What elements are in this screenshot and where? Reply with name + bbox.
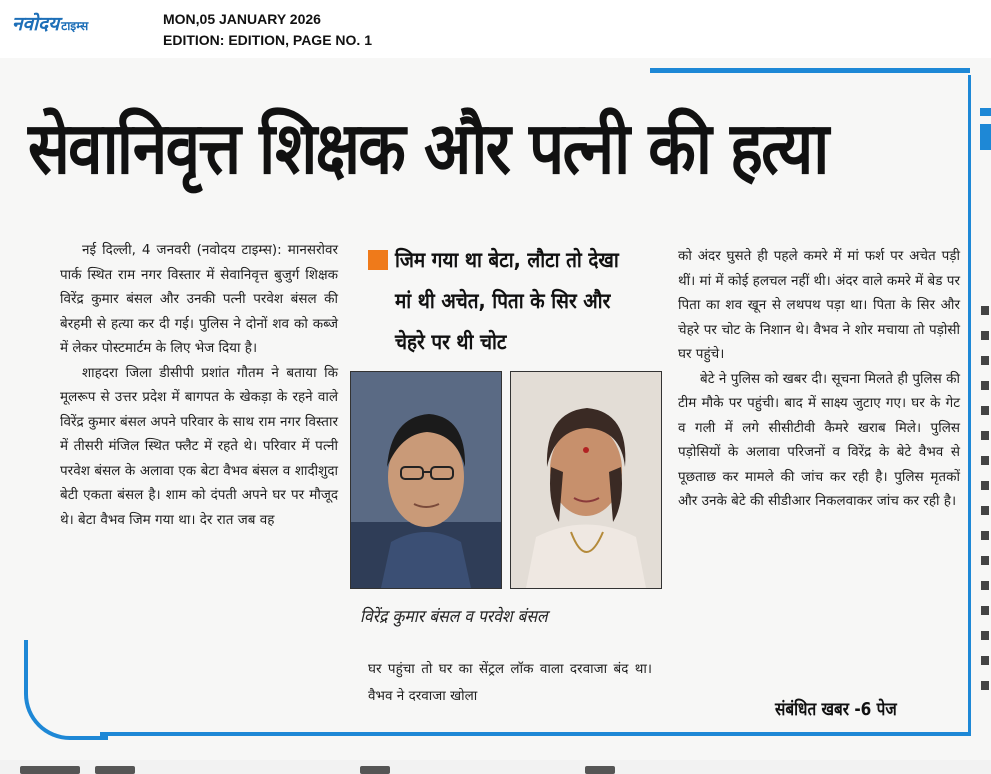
victim-photo-man xyxy=(350,371,502,589)
article-paragraph: शाहदरा जिला डीसीपी प्रशांत गौतम ने बताया कि मूलरूप से उत्तर प्रदेश में बागपत के खेकड़ा के रहने वाले विरेंद्र कुमार बंसल अपने परिवार के साथ राम नगर विस्तार में तीसरी मंजिल स्थित फ्लैट में रहते थे। परिवार में पत्नी परवेश बंसल के अलावा एक बेटा वैभव बंसल व शादीशुदा बेटी एकता बंसल है। शाम को दंपती अपने घर पर मौजूद थे। बेटा वैभव जिम गया था। देर रात जब वह xyxy=(60,364,338,528)
edition-info xyxy=(163,9,372,51)
article-paragraph: को अंदर घुसते ही पहले कमरे में मां फर्श पर अचेत पड़ी थीं। मां में कोई हलचल नहीं थी। अंदर वाले कमरे में बेड पर पिता का शव खून से लथपथ पड़ा था। पिता के सिर और चेहरे पर चोट के निशान थे। वैभव ने शोर मचाया तो पड़ोसी घर पहुंचे। xyxy=(678,248,960,362)
woman-portrait-image xyxy=(511,372,661,588)
date-line: MON,05 JANUARY 2026 xyxy=(163,11,321,27)
article-paragraph: बेटे ने पुलिस को खबर दी। सूचना मिलते ही पुलिस की टीम मौके पर पहुंची। बाद में साक्ष्य जुटाए गए। घर के गेट व गली में लगे सीसीटीवी कैमरे खराब मिले। पुलिस पड़ोसियों के अलावा परिजनों व विरेंद्र के बेटे वैभव से पूछताछ कर मामले की जांच कर रही है। पुलिस मृतकों और उनके बेटे की सीडीआर निकलवाकर जांच कर रही है। xyxy=(678,370,960,509)
adjacent-headline-fragment-icon xyxy=(978,98,991,158)
adjacent-text-fragment-icon xyxy=(979,298,991,718)
text-fragment-bar xyxy=(20,766,80,774)
edition-line: EDITION: EDITION, PAGE NO. 1 xyxy=(163,32,372,48)
frame-rule-corner xyxy=(24,640,108,740)
subheadline-text: जिम गया था बेटा, लौटा तो देखा मां थी अचेत, पिता के सिर और चेहरे पर थी चोट xyxy=(395,248,619,354)
epaper-header xyxy=(0,0,991,59)
frame-rule-bottom xyxy=(100,732,971,736)
text-fragment-bar xyxy=(360,766,390,774)
photo-caption: विरेंद्र कुमार बंसल व परवेश बंसल xyxy=(360,607,548,627)
adjacent-article-fragment xyxy=(978,98,991,158)
newspaper-logo[interactable] xyxy=(12,10,88,36)
article-column-3 xyxy=(678,244,960,514)
text-fragment-bar xyxy=(585,766,615,774)
next-article-fragment xyxy=(0,760,991,774)
frame-rule-right xyxy=(968,75,971,735)
logo-main-text: नवोदय xyxy=(12,13,60,35)
article-column-2-continuation: घर पहुंचा तो घर का सेंट्रल लॉक वाला दरवाजा बंद था। वैभव ने दरवाजा खोला xyxy=(368,661,652,704)
victim-photo-woman xyxy=(510,371,662,589)
text-fragment-bar xyxy=(95,766,135,774)
article-subheadline xyxy=(368,240,629,363)
article-column-1 xyxy=(60,238,338,532)
related-news-link[interactable]: संबंधित खबर -6 पेज xyxy=(775,699,897,720)
frame-rule-top xyxy=(650,68,970,73)
adjacent-column-fragment xyxy=(979,298,991,728)
logo-sub-text: टाइम्स xyxy=(61,19,89,33)
article-paragraph: नई दिल्ली, 4 जनवरी (नवोदय टाइम्स): मानसरोवर पार्क स्थित राम नगर विस्तार में सेवानिवृत्त बुजुर्ग शिक्षक विरेंद्र कुमार बंसल और उनकी पत्नी परवेश बंसल की बेरहमी से हत्या कर दी गई। पुलिस ने दोनों शव को कब्जे में लेकर पोस्टमार्टम के लिए भेज दिया है। xyxy=(60,242,338,356)
article-headline: सेवानिवृत्त शिक्षक और पत्नी की हत्या xyxy=(28,106,828,190)
man-portrait-image xyxy=(351,372,501,588)
